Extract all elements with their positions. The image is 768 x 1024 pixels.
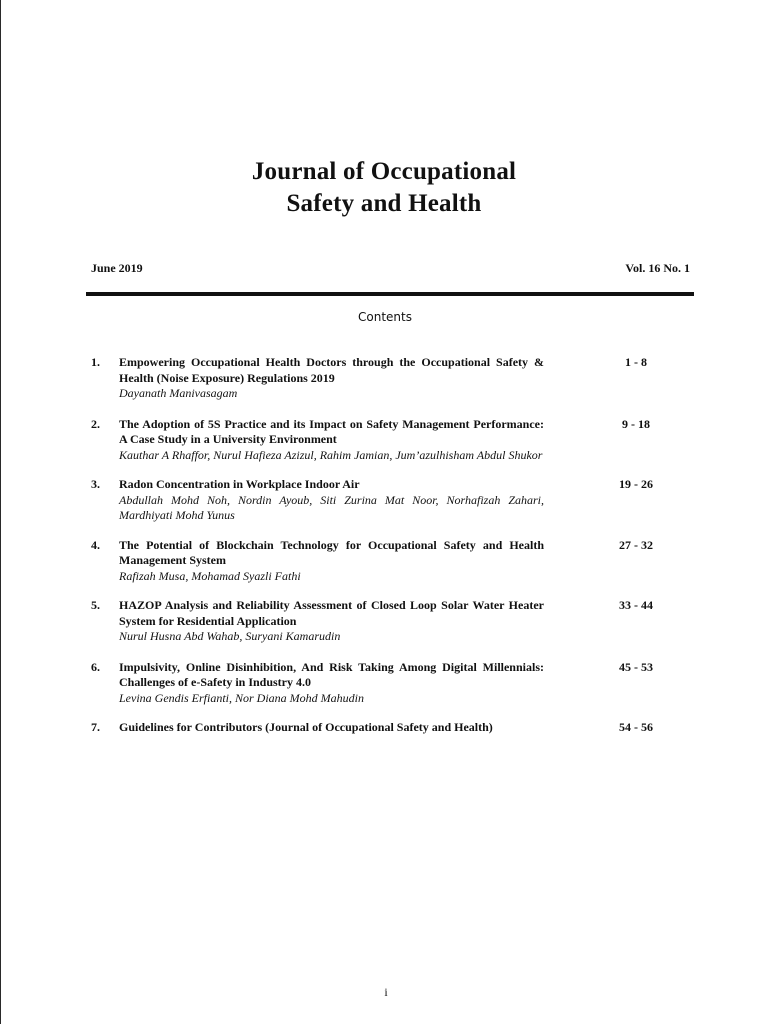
entry-title: Radon Concentration in Workplace Indoor Air — [119, 477, 360, 491]
entry-title: Empowering Occupational Health Doctors through the Occupational Safety & Health (Noise Exposure) Regulations 2019 — [119, 355, 544, 385]
entry-body — [119, 417, 544, 464]
entry-pages: 1 - 8 — [625, 355, 647, 369]
contents-entry — [91, 355, 691, 402]
entry-number: 7. — [91, 720, 100, 734]
entry-number: 4. — [91, 537, 100, 552]
journal-title-line-2: Safety and Health — [286, 190, 482, 217]
entry-pages: 54 - 56 — [619, 720, 653, 734]
entry-number: 2. — [91, 416, 100, 431]
entry-body — [119, 538, 544, 585]
entry-pages: 27 - 32 — [619, 537, 653, 552]
contents-entry — [91, 417, 691, 464]
entry-title: Impulsivity, Online Disinhibition, And Risk Taking Among Digital Millennials: Challenges of e-Safety in Industry 4.0 — [119, 659, 544, 689]
entry-number: 6. — [91, 659, 100, 674]
header-divider — [86, 292, 694, 296]
entry-body — [119, 660, 544, 707]
issue-date: June 2019 — [91, 261, 143, 275]
page-left-edge — [0, 0, 1, 1024]
entry-body — [119, 598, 544, 645]
entry-body — [119, 355, 544, 402]
entry-title: The Potential of Blockchain Technology for Occupational Safety and Health Management System — [119, 537, 544, 567]
entry-number: 1. — [91, 355, 100, 369]
contents-entry — [91, 598, 691, 645]
journal-title — [0, 156, 768, 220]
issue-volume: Vol. 16 No. 1 — [625, 261, 690, 275]
entry-authors: Dayanath Manivasagam — [119, 386, 238, 400]
entry-number: 5. — [91, 598, 100, 612]
entry-body — [119, 720, 544, 736]
entry-pages: 19 - 26 — [619, 477, 653, 491]
contents-list — [91, 355, 691, 736]
entry-pages: 9 - 18 — [622, 416, 650, 431]
page-number: i — [384, 985, 388, 999]
entry-number: 3. — [91, 477, 100, 491]
entry-authors: Levina Gendis Erfianti, Nor Diana Mohd Mahudin — [119, 690, 364, 705]
entry-title: Guidelines for Contributors (Journal of Occupational Safety and Health) — [119, 720, 493, 734]
contents-entry — [91, 538, 691, 585]
contents-entry — [91, 660, 691, 707]
contents-entry — [91, 477, 691, 524]
contents-entry — [91, 720, 691, 736]
entry-title: The Adoption of 5S Practice and its Impact on Safety Management Performance: A Case Study in a University Environment — [119, 416, 544, 446]
entry-body — [119, 477, 544, 524]
entry-authors: Kauthar A Rhaffor, Nurul Hafieza Azizul, Rahim Jamian, Jum’azulhisham Abdul Shukor — [119, 447, 543, 462]
entry-title: HAZOP Analysis and Reliability Assessment of Closed Loop Solar Water Heater System for Residential Application — [119, 598, 544, 628]
contents-heading: Contents — [358, 310, 412, 324]
entry-pages: 45 - 53 — [619, 659, 653, 674]
entry-authors: Nurul Husna Abd Wahab, Suryani Kamarudin — [119, 629, 341, 643]
entry-authors: Rafizah Musa, Mohamad Syazli Fathi — [119, 568, 301, 583]
entry-authors: Abdullah Mohd Noh, Nordin Ayoub, Siti Zurina Mat Noor, Norhafizah Zahari, Mardhiyati Mohd Yunus — [119, 492, 544, 522]
entry-pages: 33 - 44 — [619, 598, 653, 612]
journal-title-line-1: Journal of Occupational — [251, 158, 517, 185]
